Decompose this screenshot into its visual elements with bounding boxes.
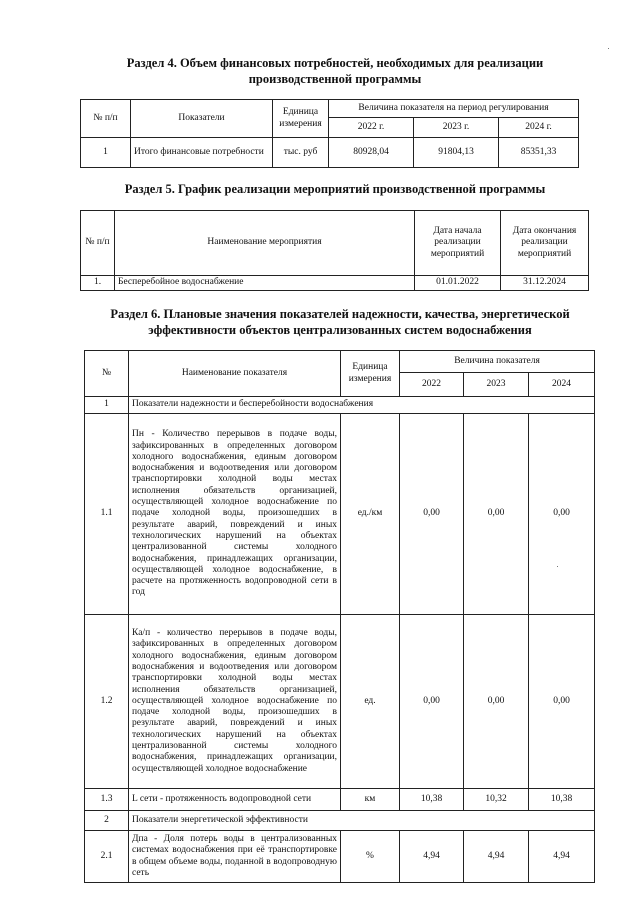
header-num: № п/п (81, 211, 115, 276)
row-num: 1. (81, 276, 115, 291)
group-num: 1 (85, 397, 129, 414)
row-value-2023: 10,32 (464, 789, 529, 811)
header-value-period: Величина показателя на период регулирования (329, 100, 579, 118)
scan-speck (557, 566, 558, 567)
section4-title-line2: производственной программы (248, 72, 422, 86)
group-title: Показатели энергетической эффективности (129, 811, 595, 831)
row-name: Итого финансовые потребности (131, 138, 273, 168)
row-unit: км (341, 789, 400, 811)
row-value-2022: 0,00 (400, 615, 464, 789)
header-year-2023: 2023 (464, 373, 529, 397)
header-end-date: Дата окончания реализации мероприятий (501, 211, 589, 276)
row-unit: ед./км (341, 414, 400, 615)
header-unit-line2: измерения (279, 118, 322, 129)
header-start-date: Дата начала реализации мероприятий (415, 211, 501, 276)
row-value-2024: 4,94 (529, 831, 595, 883)
header-year-2022: 2022 г. (329, 118, 414, 138)
header-value: Величина показателя (400, 351, 595, 373)
scan-speck (608, 48, 609, 49)
row-description: Пн - Количество перерывов в подаче воды, зафиксированных в определенных договором холодного водоснабжения, единым договором водоснабжения и водоотведения или договором транспортировки холодной воды местах исполнения обязательств организацией, осуществляющей холодное водоснабжение по подаче холодной воды, произошедших в результате аварий, повреждений и иных технологических нарушений на объектах централизованной системы холодного водоснабжения, принадлежащих организации, осуществляющей холодное водоснабжение, в расчете на протяженность водопроводной сети в год (129, 414, 341, 615)
header-indicators: Показатели (131, 100, 273, 138)
row-num: 1.3 (85, 789, 129, 811)
row-end-date: 31.12.2024 (501, 276, 589, 291)
header-activity-name: Наименование мероприятия (115, 211, 415, 276)
header-unit-line1: Единица (282, 107, 319, 118)
financial-needs-table (80, 99, 579, 168)
row-value-2023: 0,00 (464, 615, 529, 789)
header-indicator-name: Наименование показателя (129, 351, 341, 397)
table-row (85, 414, 595, 615)
row-description: Дпа - Доля потерь воды в централизованных системах водоснабжения при её транспортировке в общем объеме воды, поданной в водопроводную сеть (129, 831, 341, 883)
section6-title-line1: Раздел 6. Плановые значения показателей надежности, качества, энергетической (110, 307, 570, 321)
row-value-2024: 0,00 (529, 615, 595, 789)
row-name: Бесперебойное водоснабжение (115, 276, 415, 291)
row-description: Ка/п - количество перерывов в подаче воды, зафиксированных в определенных договором холодного водоснабжения, единым договором водоснабжения и водоотведения или договором транспортировки холодной воды местах исполнения обязательств организацией, осуществляющей холодное водоснабжение по подаче холодной воды, произошедших в результате аварий, повреждений и иных технологических нарушений на объектах централизованной системы холодного водоснабжения, принадлежащих организации, осуществляющей холодное водоснабжение (129, 615, 341, 789)
row-unit: ед. (341, 615, 400, 789)
row-num: 1 (81, 138, 131, 168)
schedule-table (80, 210, 589, 291)
row-start-date: 01.01.2022 (415, 276, 501, 291)
row-num: 1.1 (85, 414, 129, 615)
table-row (81, 276, 589, 291)
row-description: L сети - протяженность водопроводной сети (129, 789, 341, 811)
group-row (85, 811, 595, 831)
section4-title (60, 55, 610, 87)
row-num: 2.1 (85, 831, 129, 883)
row-value-2024: 85351,33 (499, 138, 579, 168)
header-year-2024: 2024 (529, 373, 595, 397)
table-row (81, 138, 579, 168)
header-year-2023: 2023 г. (414, 118, 499, 138)
table-row (85, 615, 595, 789)
indicators-table (84, 350, 595, 883)
row-value-2023: 4,94 (464, 831, 529, 883)
header-unit-line1: Единица (352, 362, 388, 373)
row-value-2023: 91804,13 (414, 138, 499, 168)
group-title: Показатели надежности и бесперебойности водоснабжения (129, 397, 595, 414)
section6-title-line2: эффективности объектов централизованных систем водоснабжения (148, 323, 532, 337)
header-year-2024: 2024 г. (499, 118, 579, 138)
row-num: 1.2 (85, 615, 129, 789)
group-row (85, 397, 595, 414)
section5-title: Раздел 5. График реализации мероприятий производственной программы (124, 182, 546, 196)
row-value-2024: 10,38 (529, 789, 595, 811)
table-row (85, 789, 595, 811)
row-value-2022: 0,00 (400, 414, 464, 615)
group-num: 2 (85, 811, 129, 831)
header-year-2022: 2022 (400, 373, 464, 397)
row-unit: % (341, 831, 400, 883)
row-value-2023: 0,00 (464, 414, 529, 615)
section6-title (60, 306, 620, 338)
header-unit-line2: измерения (348, 373, 392, 384)
row-value-2022: 80928,04 (329, 138, 414, 168)
table-row (85, 831, 595, 883)
header-unit (341, 351, 400, 397)
row-value-2022: 10,38 (400, 789, 464, 811)
row-value-2024: 0,00 (529, 414, 595, 615)
row-unit: тыс. руб (273, 138, 329, 168)
header-num: № п/п (81, 100, 131, 138)
section4-title-line1: Раздел 4. Объем финансовых потребностей, необходимых для реализации (126, 56, 544, 70)
header-unit (273, 100, 329, 138)
header-num: № (85, 351, 129, 397)
row-value-2022: 4,94 (400, 831, 464, 883)
